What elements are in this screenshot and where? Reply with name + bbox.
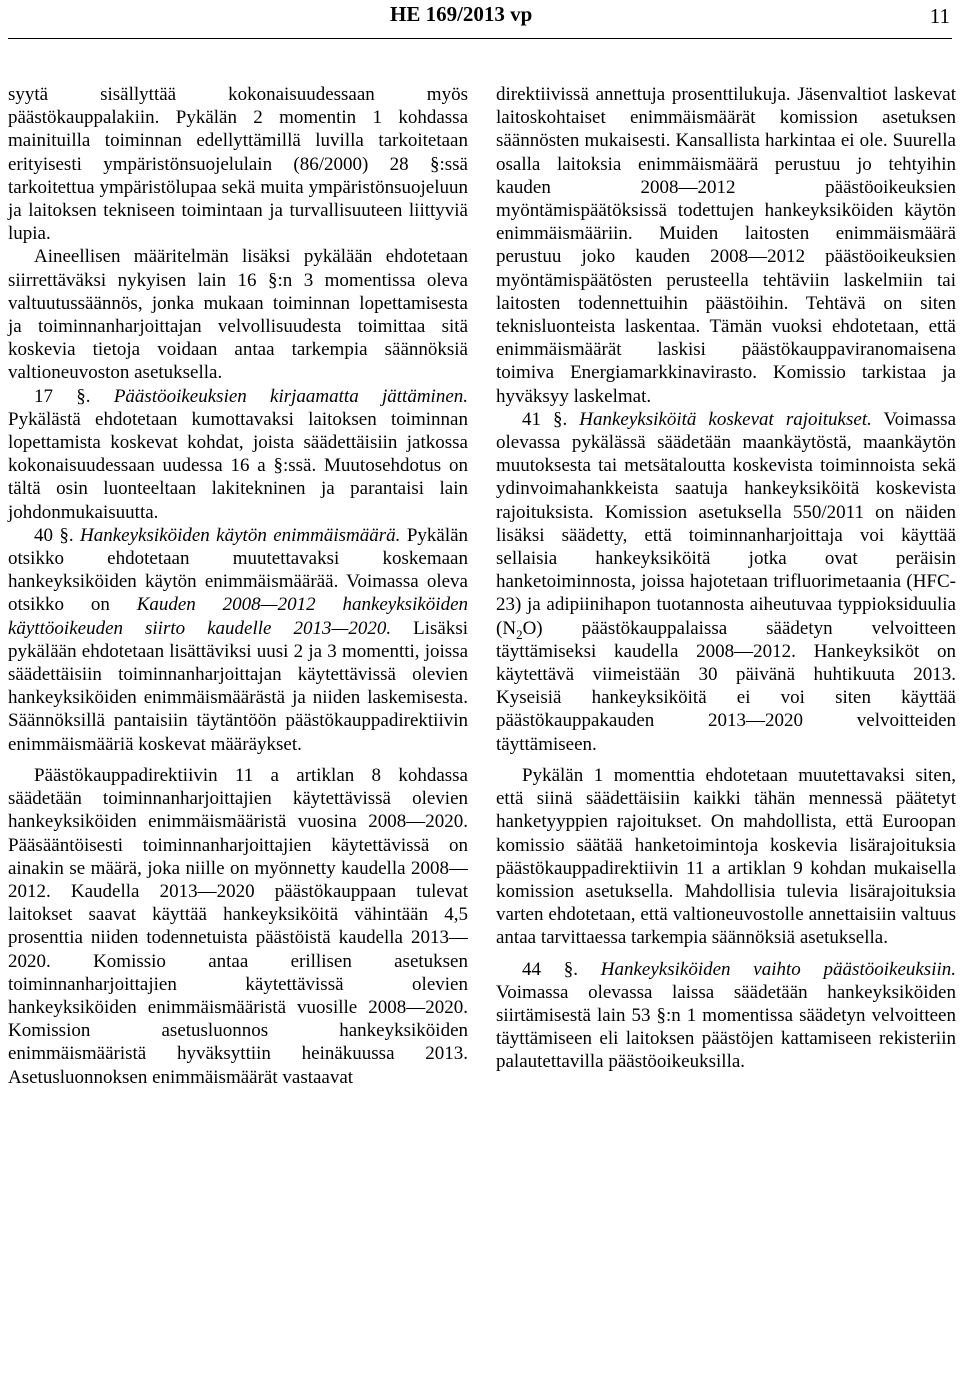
section-number: 17 §. [34,385,91,407]
paragraph: direktiivissä annettuja prosenttilukuja. Jäsenvaltiot laskevat laitoskohtaiset enimmäismäärät komission asetuksen säännösten mukaisesti. Kansallista harkintaa ei ole. Suurella osalla laitoksia enimmäismäärä perustuu jo tehtyihin kauden 2008—2012 päästöoikeuksien myöntämispäätöksissä todettujen hankeyksiköiden käytön enimmäismääriin. Muiden laitosten enimmäismäärä perustuu joko kauden 2008—2012 päästöoikeuksien myöntämispäätösten perusteella tehtäviin laskelmiin tai laitosten todennettuihin päästöihin. Tehtävä on siten teknisluonteista laskentaa. Tämän vuoksi ehdotetaan, että enimmäismäärät laskisi päästökauppaviranomaisena toimiva Energiamarkkinavirasto. Komissio tarkistaa ja hyväksyy laskelmat. [496,84,956,407]
section-text: Voimassa olevassa pykälässä säädetään maankäytöstä, maankäytön muutoksesta tai metsätaloutta koskevista toiminnoista sekä ydinvoimahankkeista saatuja hankeyksiköitä koskevista rajoituksista. Komission asetuksella 550/2011 on näiden lisäksi säädetty, että toiminnanharjoittaja voi käyttää sellaisia hankeyksiköitä jotka ovat peräisin hanketoiminnosta, joissa hajotetaan trifluorimetaania (HFC-23) ja adipiinihapon tuotannosta aiheutuvaa typpioksiduulia (N [496,408,956,639]
section-title: Hankeyksiköitä koskevat rajoitukset. [579,408,872,430]
section-text: Pykälästä ehdotetaan kumottavaksi laitoksen toiminnan lopettamista koskevat kohdat, joista säädettäisiin jatkossa kokonaisuudessaan uudessa 16 a §:ssä. Muutosehdotus on tältä osin luonteeltaan lakitekninen ja parantaisi lain johdonmukaisuutta. [8,408,468,523]
section-number: 44 §. [522,958,579,980]
section-text: Pykälän otsikko ehdotetaan muutettavaksi koskemaan hankeyksiköiden käytön enimmäismäärää. Voimassa oleva otsikko on [8,524,469,616]
section-title: Päästöoikeuksien kirjaamatta jättäminen. [113,385,469,407]
old-section-title: Kauden 2008—2012 hankeyksiköiden käyttöoikeuden siirto kaudelle 2013—2020. [8,594,468,639]
left-column [8,83,468,1089]
right-column [496,83,956,1074]
section-title: Hankeyksiköiden käytön enimmäismäärä. [80,524,401,546]
section-title: Hankeyksiköiden vaihto päästöoikeuksiin. [600,958,957,980]
page-number: 11 [929,4,950,28]
section-17-paragraph [8,385,468,524]
page-header [0,0,960,40]
section-number: 41 §. [522,408,568,430]
section-44-paragraph [496,958,956,1074]
paragraph: syytä sisällyttää kokonaisuudessaan myös päästökauppalakiin. Pykälän 2 momentin 1 kohdassa mainituilla toiminnan edellyttämillä luvilla tarkoitetaan erityisesti ympäristönsuojelulain (86/2000) 28 §:ssä tarkoitettua ympäristölupaa sekä muita ympäristönsuojeluun ja laitoksen tekniseen toimintaan ja turvallisuuteen liittyviä lupia. [8,84,468,245]
section-number: 40 §. [34,524,74,546]
section-40-paragraph [8,524,468,756]
document-id: HE 169/2013 vp [390,2,533,26]
section-text: Voimassa olevassa laissa säädetään hankeyksiköiden siirtämisestä lain 53 §:n 1 momentissa säädetyn velvoitteen täyttämiseen eli laitoksen päästöjen kattamiseen rekisteriin palautettavilla päästöoikeuksilla. [496,981,956,1073]
section-text: O) päästökauppalaissa säädetyn velvoitteen täyttämiseksi kaudella 2008—2012. Hankeyksiköt on käytettävä viimeistään 30 päivänä huhtikuuta 2013. Kyseisiä hankeyksiköitä ei voi siten käyttää päästökauppakauden 2013—2020 velvoitteiden täyttämiseen. [496,617,956,755]
section-41-paragraph [496,408,956,756]
paragraph: Päästökauppadirektiivin 11 a artiklan 8 kohdassa säädetään toiminnanharjoittajien käytettävissä olevien hankeyksiköiden enimmäismääristä vuosina 2008—2020. Pääsääntöisesti toiminnanharjoittajien käytettävissä on ainakin se määrä, joka niille on myönnetty kaudella 2008—2012. Kaudella 2013—2020 päästökauppaan tulevat laitokset saavat käyttää hankeyksiköitä vähintään 4,5 prosenttia niiden todennetuista päästöistä kaudella 2013—2020. Komissio antaa erillisen asetuksen toiminnanharjoittajien käytettävissä olevien hankeyksiköiden enimmäismääristä vuosille 2008—2020. Komission asetusluonnos hankeyksiköiden enimmäismääristä hyväksyttiin heinäkuussa 2013. Asetusluonnoksen enimmäismäärät vastaavat [8,764,468,1088]
subscript: 2 [516,626,523,642]
header-rule [8,38,952,39]
paragraph: Pykälän 1 momenttia ehdotetaan muutettavaksi siten, että siinä säädettäisiin kaikki tähän mennessä päätetyt hanketyyppien rajoitukset. On mahdollista, että Euroopan komissio säätää hanketoimintoja koskevia lisärajoituksia päästökauppadirektiivin 11 a artiklan 9 kohdan mukaisella komission asetuksella. Mahdollisia tulevia lisärajoituksia varten ehdotetaan, että valtioneuvostolle annettaisiin valtuus antaa tarvittaessa tarkempia säännöksiä asetuksella. [496,764,956,949]
section-text: Lisäksi pykälään ehdotetaan lisättäviksi uusi 2 ja 3 momentti, joissa säädettäisiin toiminnanharjoittajan käytettävissä olevien hankeyksiköiden enimmäismäärästä ja niiden laskemisesta. Säännöksillä pantaisiin täytäntöön päästökauppadirektiivin enimmäismääriä koskevat määräykset. [8,617,468,755]
paragraph: Aineellisen määritelmän lisäksi pykälään ehdotetaan siirrettäväksi nykyisen lain 16 §:n 3 momentissa oleva valtuutussäännös, jonka mukaan toiminnan lopettamisesta ja toiminnanharjoittajan velvollisuudesta toimittaa sitä koskevia tietoja voidaan antaa tarkempia säännöksiä valtioneuvoston asetuksella. [8,246,468,384]
